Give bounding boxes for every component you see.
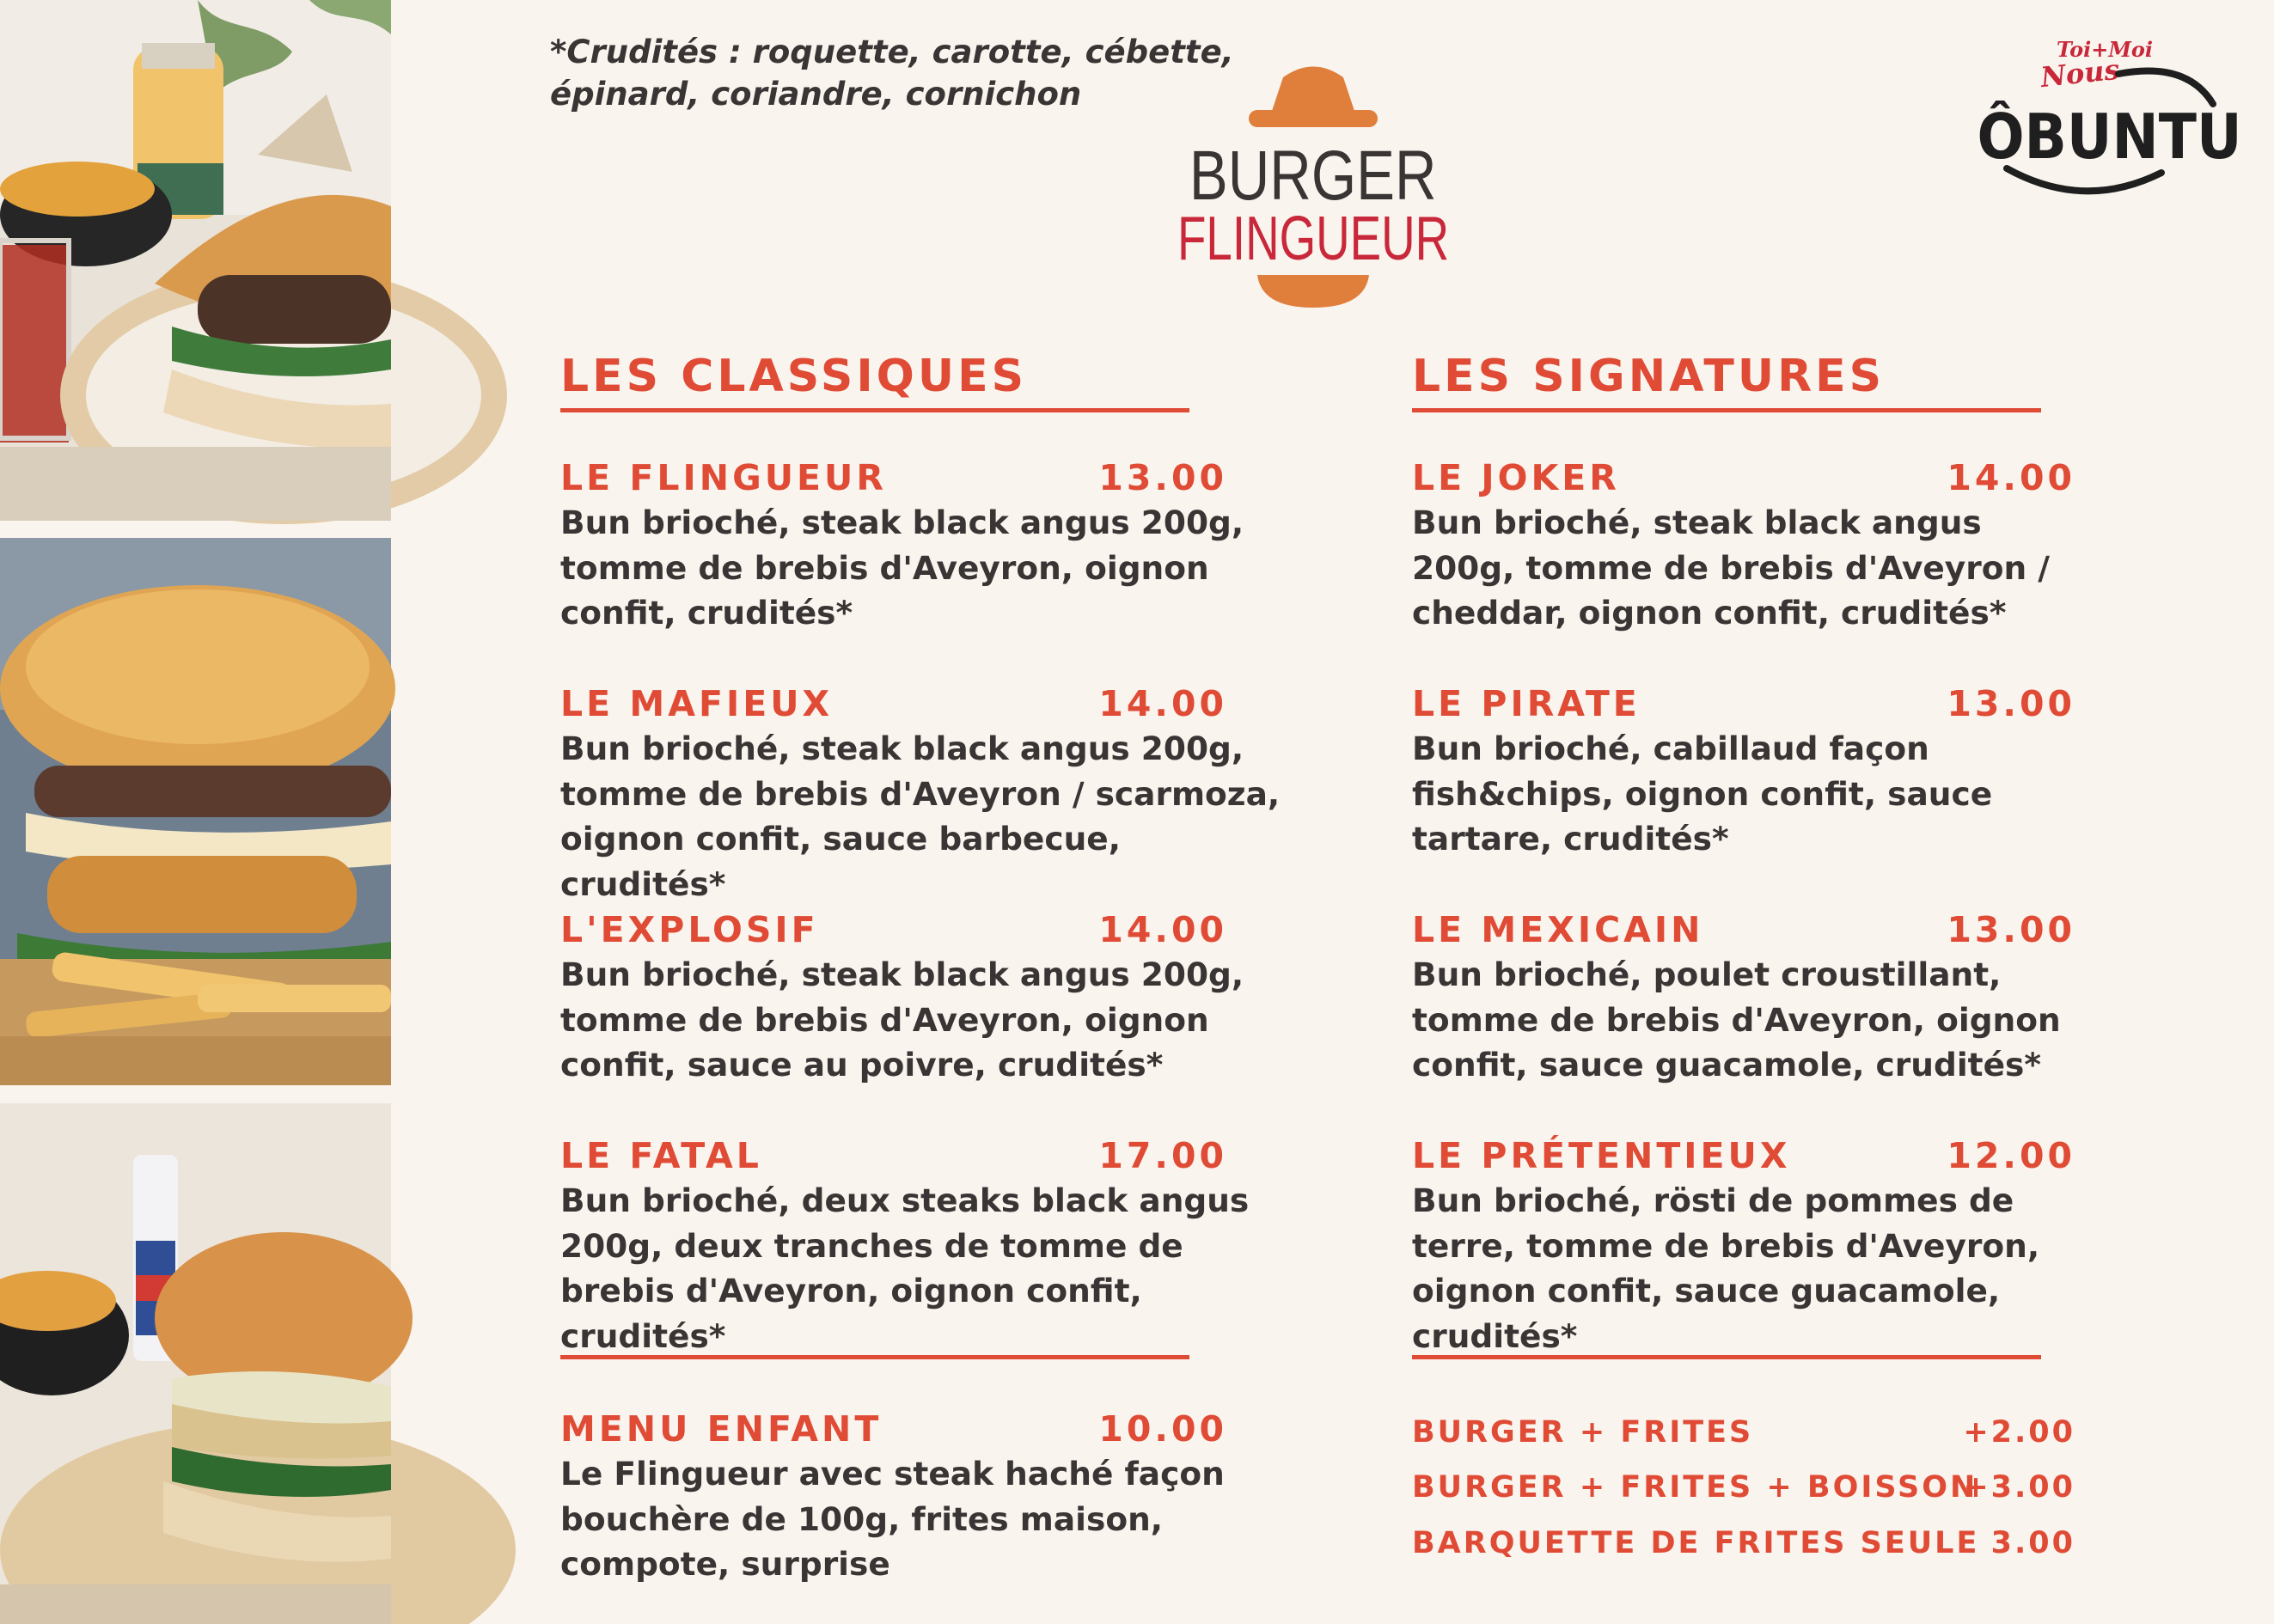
item-price: 17.00	[1098, 1135, 1227, 1176]
burger-flingueur-logo	[1177, 34, 1450, 309]
section-rule	[560, 408, 1189, 412]
item-name: LE MEXICAIN	[1412, 909, 1704, 950]
menu-item	[1412, 907, 2075, 1088]
item-description: Bun brioché, poulet croustillant, tomme de brebis d'Aveyron, oignon confit, sauce guacamole, crudités*	[1412, 955, 2061, 1084]
extra-name: BARQUETTE DE FRITES SEULE	[1412, 1526, 1980, 1560]
item-name: LE MAFIEUX	[560, 683, 834, 724]
item-description: Bun brioché, steak black angus 200g, tomme de brebis d'Aveyron / cheddar, oignon confit, crudités*	[1412, 504, 2050, 632]
crudites-footnote	[550, 31, 1255, 115]
extra-name: BURGER + FRITES + BOISSON	[1412, 1470, 1978, 1505]
menu-item	[1412, 455, 2075, 636]
item-description: Bun brioché, steak black angus 200g, tomme de brebis d'Aveyron, oignon confit, crudités*	[560, 504, 1244, 632]
item-name: LE FLINGUEUR	[560, 457, 887, 498]
menu-item	[560, 907, 1244, 1088]
item-price: 13.00	[1947, 909, 2075, 950]
obuntu-tagline-1: Toi+Moi	[2057, 37, 2154, 62]
extra-option	[1412, 1522, 2075, 1565]
burger-bun-bottom-icon	[1257, 275, 1369, 308]
extra-option	[1412, 1466, 2075, 1509]
extra-price: 3.00	[1990, 1526, 2075, 1560]
item-name: LE PRÉTENTIEUX	[1412, 1135, 1791, 1176]
footnote-line-1: *Crudités : roquette, carotte, cébette,	[550, 34, 1234, 70]
item-description: Bun brioché, deux steaks black angus 200g, deux tranches de tomme de brebis d'Aveyron, oignon confit, crudités*	[560, 1181, 1250, 1355]
item-name: LE PIRATE	[1412, 683, 1641, 724]
section-title-signatures: LES SIGNATURES	[1412, 351, 1886, 402]
extra-price: +2.00	[1963, 1415, 2075, 1450]
obuntu-arc-top-icon	[2118, 71, 2213, 104]
extra-price: +3.00	[1963, 1470, 2075, 1505]
burger-photo-fish-drink	[0, 1103, 391, 1624]
burger-photo-fries-ketchup	[0, 0, 391, 521]
item-price: 10.00	[1098, 1408, 1227, 1450]
brand-line-2: FLINGUEUR	[1177, 203, 1450, 273]
item-price: 13.00	[1098, 457, 1227, 498]
section-rule	[560, 1355, 1189, 1359]
menu-item	[1412, 681, 2075, 862]
burger-photo-close-up	[0, 538, 391, 1085]
obuntu-name: ÔBUNTU	[1977, 101, 2242, 174]
item-description: Bun brioché, steak black angus 200g, tomme de brebis d'Aveyron, oignon confit, sauce au poivre, crudités*	[560, 955, 1244, 1084]
obuntu-logo	[1977, 31, 2242, 194]
item-name: MENU ENFANT	[560, 1408, 883, 1450]
item-name: L'EXPLOSIF	[560, 909, 819, 950]
menu-item	[1412, 1133, 2075, 1358]
menu-item	[560, 681, 1281, 907]
item-price: 14.00	[1098, 683, 1227, 724]
menu-item-enfant	[560, 1407, 1227, 1587]
section-title-classiques: LES CLASSIQUES	[560, 351, 1028, 402]
item-price: 14.00	[1098, 909, 1227, 950]
extra-name: BURGER + FRITES	[1412, 1415, 1754, 1450]
brand-line-1: BURGER	[1189, 135, 1437, 215]
item-description: Bun brioché, rösti de pommes de terre, tomme de brebis d'Aveyron, oignon confit, sauce guacamole, crudités*	[1412, 1181, 2040, 1355]
item-price: 12.00	[1947, 1135, 2075, 1176]
obuntu-tagline-2: Nous	[2039, 52, 2122, 95]
menu-item	[560, 1133, 1250, 1358]
item-price: 13.00	[1947, 683, 2075, 724]
item-name: LE JOKER	[1412, 457, 1620, 498]
burger-bun-top-icon	[1270, 67, 1356, 117]
item-description: Bun brioché, steak black angus 200g, tomme de brebis d'Aveyron / scarmoza, oignon confit, sauce barbecue, crudités*	[560, 730, 1281, 903]
item-description: Bun brioché, cabillaud façon fish&chips, oignon confit, sauce tartare, crudités*	[1412, 730, 1993, 858]
extra-option	[1412, 1411, 2075, 1454]
item-price: 14.00	[1947, 457, 2075, 498]
footnote-line-2: épinard, coriandre, cornichon	[550, 76, 1082, 113]
item-name: LE FATAL	[560, 1135, 762, 1176]
section-rule	[1412, 1355, 2041, 1359]
menu-item	[560, 455, 1244, 636]
item-description: Le Flingueur avec steak haché façon bouchère de 100g, frites maison, compote, surprise	[560, 1455, 1225, 1583]
section-rule	[1412, 408, 2041, 412]
